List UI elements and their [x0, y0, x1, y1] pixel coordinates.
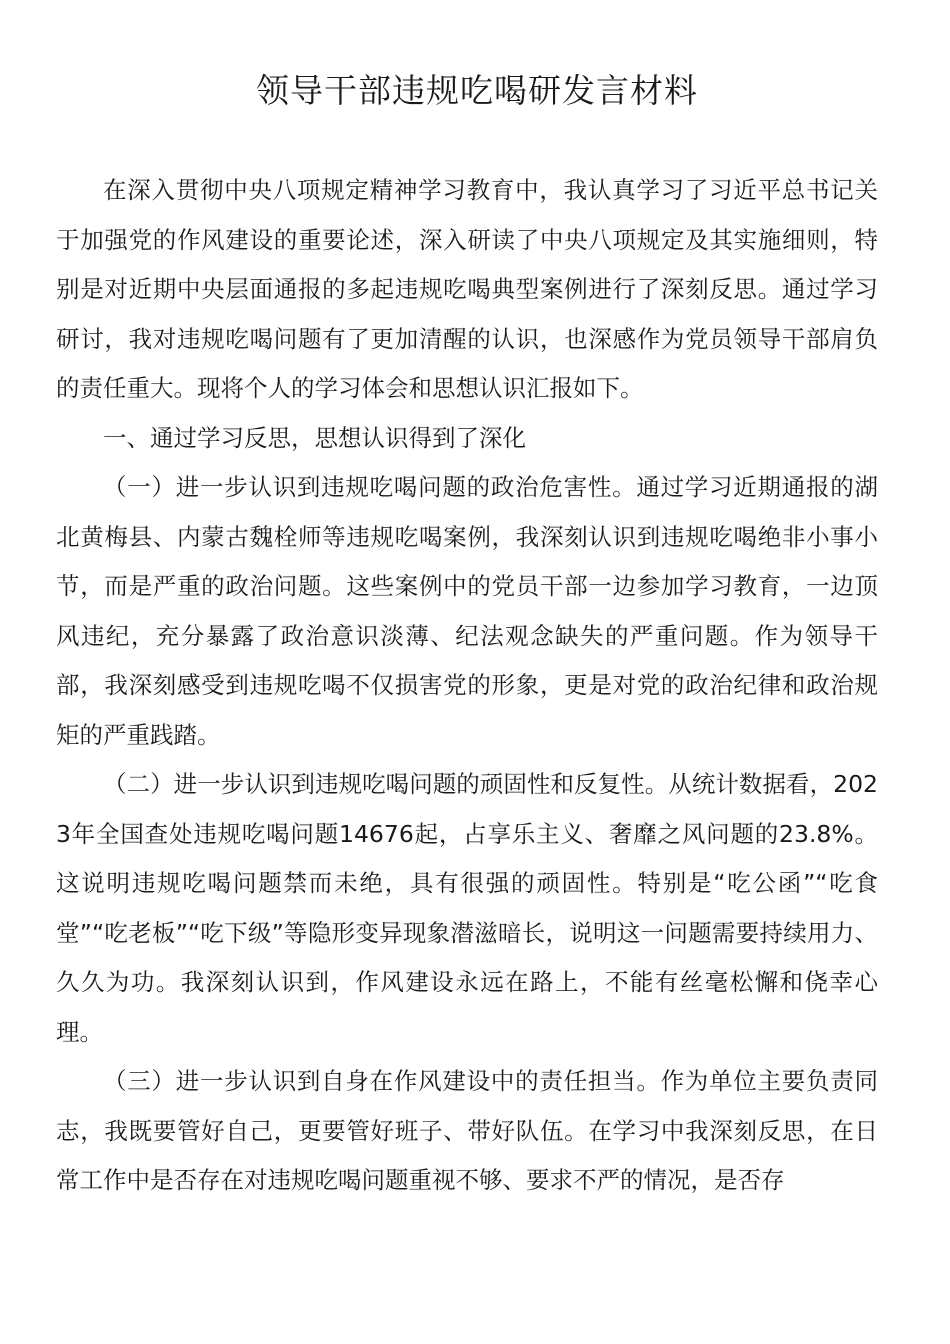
section-1-paragraph-2: （二）进一步认识到违规吃喝问题的顽固性和反复性。从统计数据看，2023年全国查处违规吃喝问题14676起，占享乐主义、奢靡之风问题的23.8%。这说明违规吃喝问题禁而未绝，具有很强的顽固性。特别是“吃公函”“吃食堂”“吃老板”“吃下级”等隐形变异现象潜滋暗长，说明这一问题需要持续用力、久久为功。我深刻认识到，作风建设永远在路上，不能有丝毫松懈和侥幸心理。 [56, 770, 878, 1046]
document-title: 领导干部违规吃喝研发言材料 [256, 71, 698, 110]
section-1-paragraph-1: （一）进一步认识到违规吃喝问题的政治危害性。通过学习近期通报的湖北黄梅县、内蒙古魏栓师等违规吃喝案例，我深刻认识到违规吃喝绝非小事小节，而是严重的政治问题。这些案例中的党员干部一边参加学习教育，一边顶风违纪，充分暴露了政治意识淡薄、纪法观念缺失的严重问题。作为领导干部，我深刻感受到违规吃喝不仅损害党的形象，更是对党的政治纪律和政治规矩的严重践踏。 [56, 473, 878, 749]
section-1-paragraph-3: （三）进一步认识到自身在作风建设中的责任担当。作为单位主要负责同志，我既要管好自己，更要管好班子、带好队伍。在学习中我深刻反思，在日常工作中是否存在对违规吃喝问题重视不够、要求不严的情况，是否存 [56, 1067, 878, 1194]
intro-paragraph: 在深入贯彻中央八项规定精神学习教育中，我认真学习了习近平总书记关于加强党的作风建设的重要论述，深入研读了中央八项规定及其实施细则，特别是对近期中央层面通报的多起违规吃喝典型案例进行了深刻反思。通过学习研讨，我对违规吃喝问题有了更加清醒的认识，也深感作为党员领导干部肩负的责任重大。现将个人的学习体会和思想认识汇报如下。 [56, 176, 878, 402]
section-1-heading: 一、通过学习反思，思想认识得到了深化 [103, 423, 526, 452]
